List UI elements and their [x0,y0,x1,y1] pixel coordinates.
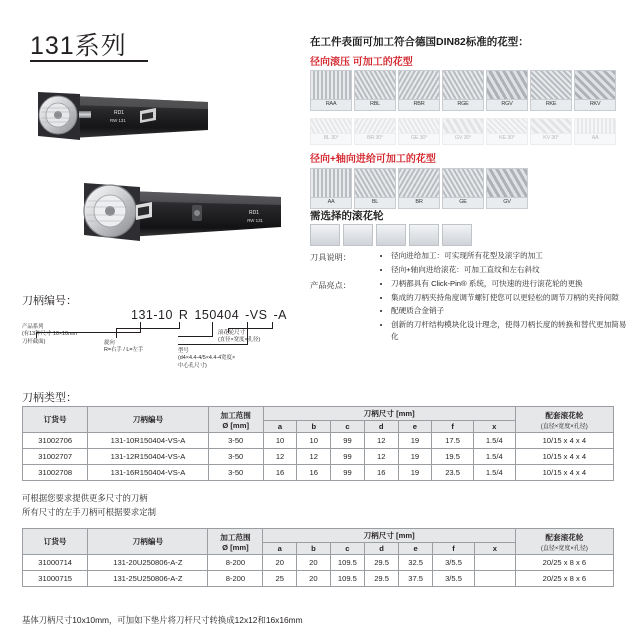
highlights-label: 产品亮点： [310,281,351,290]
code-note-wheel: 滚花轮尺寸 (直径×宽度×孔径) [218,330,261,344]
th-x: x [473,421,515,433]
knurl-caption: GV [486,198,528,209]
knurl-pattern-icon [310,168,352,198]
knurl-swatch [486,118,528,145]
list-item: • 刀柄都具有 Click-Pin® 系统，可快速的进行滚花轮的更换 [391,278,632,291]
cell-f: 3/5.5 [433,555,475,571]
cell-e: 19 [398,449,432,465]
knurl-pattern-icon [486,168,528,198]
knurl-caption: RBR [398,100,440,111]
knurl-swatch [354,168,396,209]
cell-wheel: 10/15 x 4 x 4 [515,465,613,481]
cell-f: 23.5 [432,465,474,481]
table-row [23,449,614,465]
table1-note-1: 可根据您要求提供更多尺寸的刀柄 [22,493,148,503]
knurl-pattern-row-3 [310,168,528,209]
cell-order-no: 31000714 [23,555,88,571]
cell-d: 29.5 [365,571,399,587]
cell-c: 99 [331,449,365,465]
th-range: 加工范围 Ø [mm] [208,407,263,433]
code-leader-5b [228,328,273,329]
cell-b: 20 [297,555,331,571]
knurl-swatch [354,70,396,111]
cell-c: 99 [331,465,365,481]
knurl-caption: KE 30° [486,134,528,145]
knurl-caption: AA [574,134,616,145]
cell-d: 12 [364,449,398,465]
knurl-pattern-icon [486,118,528,134]
cell-e: 37.5 [399,571,433,587]
cell-b: 12 [297,449,331,465]
knurl-caption: BR [398,198,440,209]
list-item: • 创新的刀杆结构模块化设计理念，使得刀柄长度的转换和替代更加简易化 [391,319,632,344]
th-holder-no: 刀柄编号 [88,407,208,433]
ordering-code-label: 刀柄编号： [22,295,77,307]
holder-type-table-1 [22,406,614,481]
knurl-wheel-icon [376,224,406,246]
cell-d: 12 [364,433,398,449]
right-subheading-radial-axial: 径向+轴向进给可加工的花型 [310,154,436,165]
code-leader-2b [116,328,180,329]
knurl-caption: GV 30° [442,134,484,145]
knurl-pattern-icon [398,70,440,100]
table2-note: 基体刀柄尺寸10x10mm，可加如下垫片将刀杆尺寸转换成12x12和16x16mm [22,615,303,625]
table-row [23,571,614,587]
cell-c: 109.5 [330,571,364,587]
th-order-no: 订货号 [23,529,88,555]
knurl-pattern-icon [530,70,572,100]
page-title: 131系列 [30,32,127,60]
product-photo-holder-1 [22,78,212,163]
cell-f: 3/5.5 [433,571,475,587]
cell-e: 19 [398,433,432,449]
knurl-caption: RKE [530,100,572,111]
svg-text:RW 131: RW 131 [247,218,263,223]
knurl-pattern-row-2 [310,118,616,145]
th-wheel: 配套滚花轮 (直径×宽度×孔径) [515,529,613,555]
knurl-pattern-icon [354,118,396,134]
table-row [23,465,614,481]
knurl-wheel-strip [310,224,472,246]
th-c: c [331,421,365,433]
knurl-swatch [310,70,352,111]
cell-x: 1.5/4 [473,449,515,465]
list-item: • 径向+轴向进给滚花：可加工直纹和左右斜纹 [391,264,630,277]
th-dims: 刀柄尺寸 [mm] [263,407,515,421]
knurl-swatch [530,118,572,145]
cell-holder-no: 131-20U250806-A-Z [88,555,208,571]
knurl-pattern-icon [310,118,352,134]
knurl-swatch [574,70,616,111]
cell-a: 16 [263,465,297,481]
knurl-swatch [530,70,572,111]
cell-order-no: 31000715 [23,571,88,587]
knurl-caption: RBL [354,100,396,111]
cell-range: 8-200 [208,555,263,571]
highlights-list [380,278,632,345]
knurl-swatch [442,118,484,145]
knurl-pattern-icon [310,70,352,100]
cell-x: 1.5/4 [473,433,515,449]
th-a: a [263,421,297,433]
knurl-caption: BL [354,198,396,209]
knurl-swatch [442,70,484,111]
knurl-wheel-icon [343,224,373,246]
cell-d: 16 [364,465,398,481]
svg-text:RW 131: RW 131 [110,118,126,123]
knurl-caption: GE 30° [398,134,440,145]
knurl-caption: GE [442,198,484,209]
knurl-swatch [310,118,352,145]
cell-holder-no: 131-16R150404-VS-A [88,465,208,481]
product-photo-holder-2 [70,165,285,260]
code-part-suffix: -A [273,308,287,322]
knurl-swatch [486,168,528,209]
cell-c: 109.5 [330,555,364,571]
knurl-pattern-icon [574,118,616,134]
knurl-caption: AA [310,198,352,209]
th-d: d [364,421,398,433]
knurl-swatch [442,168,484,209]
cell-holder-no: 131-12R150404-VS-A [88,449,208,465]
cell-x [474,571,515,587]
code-part-wheel: 150404 [194,308,240,322]
cell-e: 19 [398,465,432,481]
table-header-row [23,529,614,543]
cell-range: 3-50 [208,449,263,465]
th-range: 加工范围 Ø [mm] [208,529,263,555]
knurl-caption: RAA [310,100,352,111]
th-wheel: 配套滚花轮 (直径×宽度×孔径) [515,407,613,433]
cell-wheel: 20/25 x 8 x 6 [515,571,613,587]
knurl-caption: RKV [574,100,616,111]
cell-wheel: 10/15 x 4 x 4 [515,449,613,465]
cell-x: 1.5/4 [473,465,515,481]
th-x: x [474,543,515,555]
knurl-wheel-icon [409,224,439,246]
right-subheading-radial: 径向滚压 可加工的花型 [310,57,413,68]
cell-wheel: 10/15 x 4 x 4 [515,433,613,449]
knurl-pattern-icon [574,70,616,100]
th-f: f [432,421,474,433]
knurl-swatch [486,70,528,111]
th-b: b [297,421,331,433]
code-leader-3b [178,336,213,337]
table-row [23,555,614,571]
cell-order-no: 31002707 [23,449,88,465]
ordering-code [130,308,288,322]
knurl-pattern-icon [398,168,440,198]
th-b: b [297,543,331,555]
cell-range: 3-50 [208,465,263,481]
cell-b: 20 [297,571,331,587]
knurl-pattern-icon [486,70,528,100]
code-part-series: 131-10 [131,308,173,322]
list-item: • 配硬质合金销子 [391,305,632,318]
knurl-pattern-icon [442,168,484,198]
code-leader-3 [212,322,213,336]
knurl-wheel-icon [310,224,340,246]
svg-text:RD1: RD1 [114,110,125,116]
tool-description-list [380,250,630,277]
table-header-row [23,407,614,421]
cell-holder-no: 131-10R150404-VS-A [88,433,208,449]
knurl-swatch [354,118,396,145]
knurl-caption: RGE [442,100,484,111]
cell-range: 3-50 [208,433,263,449]
title-underline [30,60,148,62]
right-heading-din: 在工件表面可加工符合德国DIN82标准的花型： [310,36,529,48]
right-heading-wheels: 需选择的滚花轮 [310,210,384,222]
knurl-pattern-icon [398,118,440,134]
tool-description-label: 刀具说明： [310,253,351,262]
table1-note-2: 所有尺寸的左手刀柄可根据要求定制 [22,507,156,517]
th-d: d [365,543,399,555]
cell-d: 29.5 [365,555,399,571]
list-item: • 集成的刀柄夹持角度调节螺钉使您可以更轻松的调节刀柄的夹持间隙 [391,292,632,305]
knurl-pattern-icon [442,118,484,134]
th-dims: 刀柄尺寸 [mm] [263,529,515,543]
code-part-hand: R [178,308,189,322]
list-item: • 径向进给加工：可实现所有花型及滚字的加工 [391,250,630,263]
cell-b: 16 [297,465,331,481]
cell-range: 8-200 [208,571,263,587]
code-note-type: 型号 (d4×4.4-4/5×4.4-4宽度× 中心孔尺寸) [178,348,236,369]
knurl-wheel-icon [442,224,472,246]
svg-text:RD1: RD1 [248,210,259,216]
cell-c: 99 [331,433,365,449]
knurl-pattern-icon [530,118,572,134]
cell-order-no: 31002706 [23,433,88,449]
knurl-caption: KV 30° [530,134,572,145]
table1-title: 刀柄类型： [22,392,77,404]
knurl-pattern-row-1 [310,70,616,111]
th-holder-no: 刀柄编号 [88,529,208,555]
th-f: f [433,543,475,555]
th-order-no: 订货号 [23,407,88,433]
knurl-pattern-icon [354,168,396,198]
cell-e: 32.5 [399,555,433,571]
knurl-swatch [398,168,440,209]
cell-a: 20 [263,555,297,571]
knurl-caption: BR 30° [354,134,396,145]
code-note-series: 产品系列 (有13种尺寸 10×10mm 刀杆截面) [22,324,77,345]
cell-x [474,555,515,571]
knurl-swatch [398,70,440,111]
cell-a: 12 [263,449,297,465]
holder-type-table-2 [22,528,614,587]
cell-a: 10 [263,433,297,449]
th-a: a [263,543,297,555]
table-row [23,433,614,449]
code-part-type: -VS [245,308,268,322]
knurl-swatch [310,168,352,209]
knurl-caption: BL 30° [310,134,352,145]
knurl-swatch [398,118,440,145]
code-note-hand: 旋向 R=右手 / L=左手 [104,340,144,354]
code-leader-2c [116,328,117,338]
knurl-pattern-icon [354,70,396,100]
cell-wheel: 20/25 x 8 x 6 [515,555,613,571]
cell-b: 10 [297,433,331,449]
code-leader-1 [140,322,141,332]
cell-f: 19.5 [432,449,474,465]
th-c: c [330,543,364,555]
cell-holder-no: 131-25U250806-A-Z [88,571,208,587]
cell-a: 25 [263,571,297,587]
knurl-swatch [574,118,616,145]
th-e: e [398,421,432,433]
th-e: e [399,543,433,555]
knurl-pattern-icon [442,70,484,100]
knurl-caption: RGV [486,100,528,111]
cell-f: 17.5 [432,433,474,449]
cell-order-no: 31002708 [23,465,88,481]
